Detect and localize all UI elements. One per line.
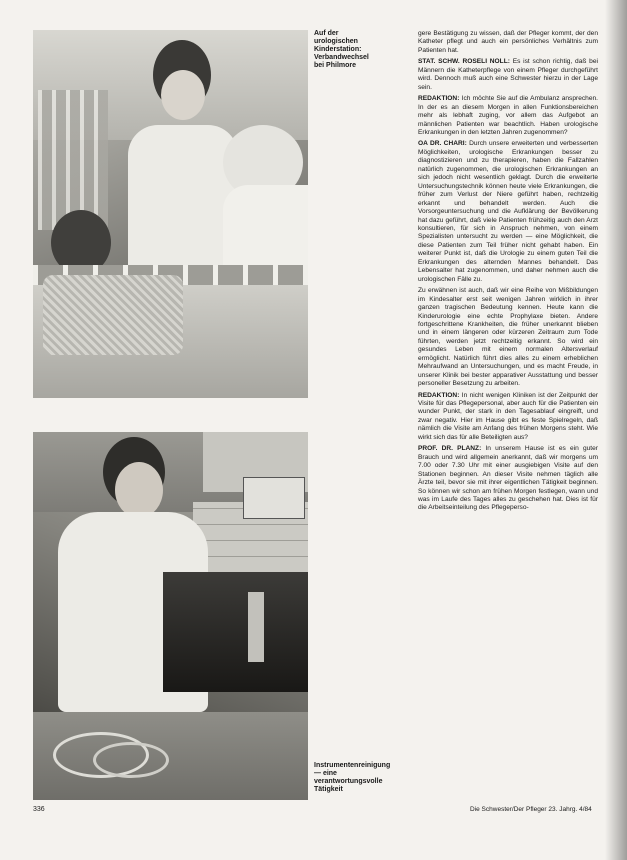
article-paragraph: OA DR. CHARI: Durch unsere erweiterten und verbesserten Möglichkeiten, urologische Erkrankungen besser zu diagnostizieren und zu therapieren, haben die Fallzahlen natürlich zugenommen, die urologischen Erkrankungen an sich jedoch nicht wesentlich geklagt. Durch die erweiterte Untersuchungstechnik können heute viele Erkrankungen, die früher zum Verlust der Niere geführt haben, rechtzeitig erkannt und behandelt werden. Auch die Vorsorgeuntersuchung und die Aufklärung der Bevölkerung hat dazu geführt, daß viele Patienten frühzeitig auch den Arzt konsultieren, für sich in Anspruch nehmen, von einem Spezialisten untersucht zu werden — eine Möglichkeit, die diese Patienten zum Teil früher nicht gehabt haben. Ein weiterer Punkt ist, daß die Urologie zu einem guten Teil die Erkrankungen des alternden Mannes behandelt. Das Lebensalter hat zugenommen, und daher nehmen auch die urologischen Fälle zu. <box>418 140 598 283</box>
article-paragraph: STAT. SCHW. ROSELI NOLL: Es ist schon richtig, daß bei Männern die Katheterpflege von einem Pfleger durchgeführt wird. Dennoch muß auch eine Schwester hierzu in der Lage sein. <box>418 58 598 91</box>
photo-caption-bottom: Instrumentenreinigung — eine verantwortungsvolle Tätigkeit <box>314 762 391 793</box>
article-paragraph: gere Bestätigung zu wissen, daß der Pfleger kommt, der den Katheter pflegt und auch ein persönliches Verhältnis zum Patienten hat. <box>418 30 598 54</box>
article-paragraph: REDAKTION: Ich möchte Sie auf die Ambulanz ansprechen. In der es an diesem Morgen in allen Funktionsbereichen mehr als lebhaft zuging, vor allem das Aufgebot an männlichen Patienten war beachtlich. Haben urologische Erkrankungen in den letzten Jahren zugenommen? <box>418 95 598 136</box>
publication-footer: Die Schwester/Der Pfleger 23. Jahrg. 4/84 <box>470 806 592 813</box>
article-paragraph: REDAKTION: In nicht wenigen Kliniken ist der Zeitpunkt der Visite für das Pflegepersonal, aber auch für die Patienten ein wunder Punkt, der stark in den Tagesablauf eingreift, und zwar negativ. Hier im Hause gibt es feste Spielregeln, daß nämlich die Visite am Anfang des frühen Morgens steht. Wie wirkt sich das für alle Beteiligten aus? <box>418 391 598 441</box>
photo-caption-top: Auf der urologischen Kinderstation: Verbandwechsel bei Philmore <box>314 30 369 69</box>
article-paragraph: PROF. DR. PLANZ: In unserem Hause ist es ein guter Brauch und wird allgemein anerkannt, daß wir morgens um 7.00 oder 7.30 Uhr mit einer ausgiebigen Visite auf den Stationen beginnen. An dieser Visite nehmen täglich alle Ärzte teil, bevor sie mit ihrer eigentlichen Tätigkeit beginnen. So können wir schon am frühen Morgen festlegen, wann und was im Laufe des Tages alles zu geschehen hat. Dies ist für die Arbeitseinteilung des Pflegeperso- <box>418 445 598 512</box>
article-paragraph: Zu erwähnen ist auch, daß wir eine Reihe von Mißbildungen im Kindesalter erst seit wenigen Jahren wirklich in ihrer ganzen tragischen Bedeutung kennen. Heute kann die Kinderurologie eine echte Prophylaxe bieten. Andere fortgeschrittene Krankheiten, die früher unerkannt blieben und in einem längeren oder kürzeren Zeitraum zum Tode führten, werden jetzt rechtzeitig erkannt. So wird ein gesundes Leben mit einem normalen Altersverlauf ermöglicht. Natürlich führt dies alles zu einem erheblichen Mehraufwand an Untersuchungen, und es macht Freude, in unserer Klinik bei bester apparativer Ausstattung und besser personeller Besetzung zu arbeiten. <box>418 287 598 388</box>
photo-nurses-bandage-change <box>33 30 308 398</box>
article-column <box>418 30 598 516</box>
photo-instrument-cleaning <box>33 432 308 800</box>
page-number: 336 <box>33 806 45 813</box>
page-edge-shadow <box>605 0 627 860</box>
